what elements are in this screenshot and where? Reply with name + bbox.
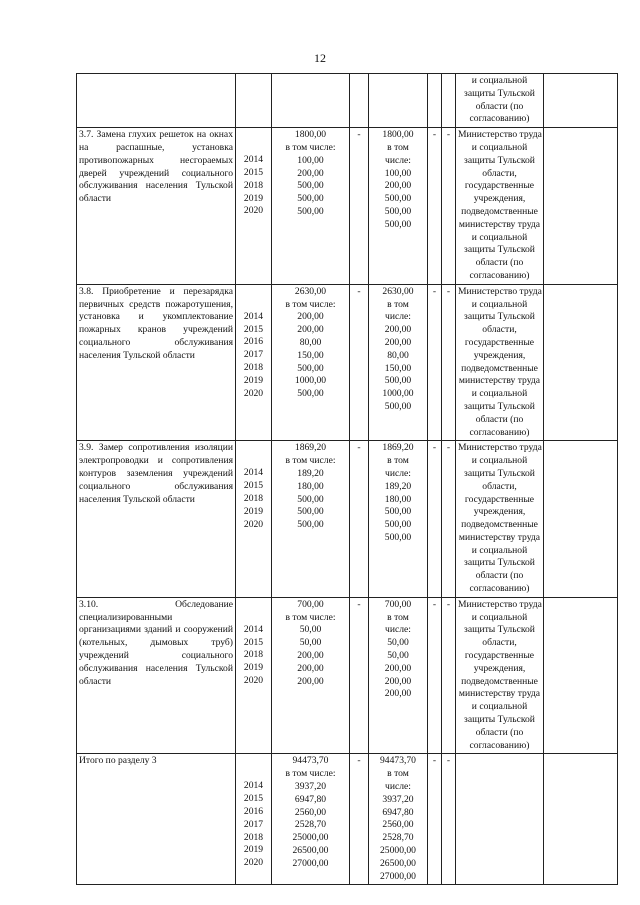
regional-value: 100,00: [384, 167, 412, 179]
cell-fed: [350, 754, 369, 885]
regional-value: 2528,70: [382, 832, 414, 844]
total-value: 150,00: [297, 349, 324, 361]
regional-value: 500,00: [384, 519, 412, 531]
regional-value: 2630,00: [382, 285, 414, 297]
cell-responsible: [456, 74, 544, 128]
responsible-line: учреждения,: [473, 193, 526, 205]
total-value: 180,00: [297, 480, 324, 492]
responsible-line: министерству труда: [458, 218, 541, 230]
responsible-line: защиты Тульской: [464, 244, 535, 256]
regional-value: числе:: [385, 154, 411, 166]
year-value: 2014: [243, 780, 264, 792]
regional-value: 1000,00: [382, 388, 414, 400]
years-list: [238, 599, 269, 688]
total-value: в том числе:: [285, 611, 336, 623]
total-value: в том числе:: [285, 455, 336, 467]
total-value: 700,00: [297, 598, 324, 610]
year-value: 2017: [243, 818, 264, 830]
regional-value: 200,00: [384, 688, 412, 700]
regional-value: в том: [387, 298, 409, 310]
table-row-carryover: [77, 74, 618, 128]
cell-years: [236, 128, 272, 285]
regional-value: 189,20: [384, 480, 412, 492]
cell-years: [236, 284, 272, 441]
cell-total: [272, 74, 350, 128]
dash-value: -: [357, 598, 361, 610]
activity-name: 3.8. Приобретение и перезарядка первичных средств пожаротушения, установка и укомплектование пожарных кранов учреждений социального обслуживания населения Тульской области: [79, 285, 233, 361]
responsible-line: защиты Тульской: [464, 624, 535, 636]
cell-responsible: [456, 128, 544, 285]
responsible-line: Министерство труда: [458, 285, 542, 297]
total-value: 200,00: [297, 675, 324, 687]
cell-loc: [428, 441, 442, 598]
cell-fed: [350, 128, 369, 285]
year-value: 2020: [243, 857, 264, 869]
responsible-line: государственные: [464, 493, 535, 505]
cell-name: [77, 128, 236, 285]
total-value: 500,00: [297, 205, 324, 217]
year-value: 2018: [243, 831, 264, 843]
regional-value: 26500,00: [380, 857, 416, 869]
year-value: 2015: [243, 793, 264, 805]
year-value: 2018: [243, 179, 264, 191]
cell-name: [77, 74, 236, 128]
total-value: 27000,00: [292, 857, 329, 869]
year-value: 2020: [243, 205, 264, 217]
cell-fed: [350, 284, 369, 441]
responsible-line: учреждения,: [473, 349, 526, 361]
responsible-line: и социальной: [471, 544, 528, 556]
year-value: 2019: [243, 505, 264, 517]
cell-extra: [544, 74, 618, 128]
dash-value: -: [357, 442, 361, 454]
cell-other: [442, 74, 456, 128]
cell-name: [77, 284, 236, 441]
cell-other: [442, 284, 456, 441]
year-value: 2019: [243, 662, 264, 674]
regional-value: 80,00: [387, 349, 409, 361]
total-value: 500,00: [297, 506, 324, 518]
regional-value: 25000,00: [380, 845, 416, 857]
responsible-line: области (по: [475, 257, 524, 269]
responsible-line: и социальной: [471, 388, 528, 400]
total-value: 200,00: [297, 324, 324, 336]
total-value: 200,00: [297, 167, 324, 179]
cell-years: [236, 597, 272, 754]
cell-years: [236, 441, 272, 598]
regional-value: 1800,00: [382, 129, 414, 141]
activity-name: Итого по разделу 3: [79, 755, 157, 767]
year-value: 2014: [243, 467, 264, 479]
total-value: 1000,00: [294, 375, 327, 387]
total-value: в том числе:: [285, 768, 336, 780]
cell-responsible: [456, 441, 544, 598]
year-value: 2018: [243, 361, 264, 373]
responsible-line: согласованию): [469, 269, 530, 281]
responsible-line: области,: [482, 324, 517, 336]
years-list: [238, 286, 269, 401]
regional-value: 200,00: [384, 324, 412, 336]
years-list: [238, 442, 269, 531]
total-value: 200,00: [297, 311, 324, 323]
regional-value: числе:: [385, 311, 411, 323]
cell-total: [272, 754, 350, 885]
regional-value: 700,00: [384, 598, 412, 610]
year-value: 2017: [243, 349, 264, 361]
year-value: 2014: [243, 154, 264, 166]
cell-other: [442, 128, 456, 285]
year-value: 2016: [243, 336, 264, 348]
responsible-line: области,: [482, 637, 517, 649]
cell-extra: [544, 597, 618, 754]
cell-extra: [544, 284, 618, 441]
responsible-line: области (по: [475, 413, 524, 425]
responsible-line: государственные: [464, 650, 535, 662]
dash-value: -: [432, 442, 437, 454]
dash-value: -: [357, 129, 361, 141]
responsible-line: подведомственные: [461, 362, 538, 374]
cell-name: [77, 441, 236, 598]
total-value: 3937,20: [294, 781, 327, 793]
year-value: 2015: [243, 323, 264, 335]
cell-total: [272, 441, 350, 598]
cell-fed: [350, 74, 369, 128]
responsible-line: и социальной: [471, 298, 528, 310]
total-value: 2630,00: [294, 285, 327, 297]
responsible-line: учреждения,: [473, 662, 526, 674]
regional-value: 6947,80: [382, 806, 414, 818]
cell-loc: [428, 597, 442, 754]
year-value: 2020: [243, 387, 264, 399]
total-value: в том числе:: [285, 141, 336, 153]
responsible-line: области (по: [475, 570, 524, 582]
cell-total: [272, 128, 350, 285]
dash-value: -: [446, 285, 451, 297]
cell-reg: [369, 597, 428, 754]
total-value: 2560,00: [294, 806, 327, 818]
regional-value: 150,00: [384, 362, 412, 374]
total-value: 500,00: [297, 493, 324, 505]
regional-value: 500,00: [384, 531, 412, 543]
regional-value: числе:: [385, 467, 411, 479]
years-list: [238, 129, 269, 218]
cell-years: [236, 754, 272, 885]
cell-reg: [369, 284, 428, 441]
regional-value: 1869,20: [382, 442, 414, 454]
regional-value: 50,00: [387, 650, 409, 662]
total-value: в том числе:: [285, 298, 336, 310]
regional-value: в том: [387, 455, 409, 467]
responsible-line: подведомственные: [461, 205, 538, 217]
regional-value: 3937,20: [382, 793, 414, 805]
cell-loc: [428, 74, 442, 128]
responsible-line: и социальной: [471, 75, 528, 86]
cell-years: [236, 74, 272, 128]
responsible-line: и социальной: [471, 611, 528, 623]
total-value: 26500,00: [292, 845, 329, 857]
regional-value: 500,00: [384, 193, 412, 205]
responsible-line: подведомственные: [461, 675, 538, 687]
total-value: 1869,20: [294, 442, 327, 454]
page-number: 12: [314, 51, 326, 65]
responsible-line: государственные: [464, 180, 535, 192]
regional-value: 500,00: [384, 506, 412, 518]
regional-value: 2560,00: [382, 819, 414, 831]
total-value: 80,00: [299, 336, 322, 348]
responsible-line: защиты Тульской: [464, 154, 535, 166]
responsible-line: области (по: [475, 100, 524, 112]
total-value: 94473,70: [292, 755, 329, 767]
responsible-line: государственные: [464, 336, 535, 348]
total-value: 500,00: [297, 362, 324, 374]
year-value: 2020: [243, 675, 264, 687]
dash-value: -: [357, 755, 361, 767]
dash-value: -: [446, 755, 451, 767]
responsible-line: области (по: [475, 726, 524, 738]
cell-responsible: [456, 597, 544, 754]
total-value: 100,00: [297, 154, 324, 166]
program-activities-table: [76, 73, 618, 885]
responsible-line: защиты Тульской: [464, 557, 535, 569]
cell-extra: [544, 441, 618, 598]
dash-value: -: [432, 755, 437, 767]
year-value: 2014: [243, 310, 264, 322]
total-value: 500,00: [297, 519, 324, 531]
cell-responsible: [456, 284, 544, 441]
regional-value: 94473,70: [380, 755, 416, 767]
responsible-line: и социальной: [471, 701, 528, 713]
table-row: [77, 597, 618, 754]
responsible-line: и социальной: [471, 231, 528, 243]
regional-value: в том: [387, 141, 409, 153]
regional-value: 500,00: [384, 400, 412, 412]
dash-value: -: [432, 598, 437, 610]
total-value: 50,00: [299, 624, 322, 636]
regional-value: числе:: [385, 781, 411, 793]
responsible-line: защиты Тульской: [464, 400, 535, 412]
year-value: 2020: [243, 518, 264, 530]
cell-extra: [544, 754, 618, 885]
total-value: 1800,00: [294, 129, 327, 141]
cell-total: [272, 284, 350, 441]
total-value: 2528,70: [294, 819, 327, 831]
responsible-line: согласованию): [469, 113, 530, 125]
responsible-line: подведомственные: [461, 519, 538, 531]
cell-other: [442, 441, 456, 598]
cell-extra: [544, 128, 618, 285]
regional-value: в том: [387, 611, 409, 623]
regional-value: 500,00: [384, 205, 412, 217]
year-value: 2018: [243, 649, 264, 661]
cell-reg: [369, 754, 428, 885]
cell-reg: [369, 74, 428, 128]
responsible-line: согласованию): [469, 583, 530, 595]
responsible-line: защиты Тульской: [464, 311, 535, 323]
regional-value: 200,00: [384, 336, 412, 348]
total-value: 500,00: [297, 180, 324, 192]
responsible-line: и социальной: [471, 141, 528, 153]
year-value: 2019: [243, 844, 264, 856]
responsible-line: министерству труда: [458, 375, 541, 387]
year-value: 2016: [243, 806, 264, 818]
regional-value: 50,00: [387, 637, 409, 649]
activity-name: 3.9. Замер сопротивления изоляции электропроводки и сопротивления контуров заземления учреждений социального обслуживания населения Тульской области: [79, 442, 233, 505]
cell-loc: [428, 754, 442, 885]
responsible-line: министерству труда: [458, 531, 541, 543]
total-value: 50,00: [299, 637, 322, 649]
total-value: 25000,00: [292, 832, 329, 844]
cell-loc: [428, 128, 442, 285]
total-value: 6947,80: [294, 793, 327, 805]
cell-fed: [350, 441, 369, 598]
responsible-line: учреждения,: [473, 506, 526, 518]
responsible-line: согласованию): [469, 426, 530, 438]
responsible-line: согласованию): [469, 739, 530, 751]
regional-value: 200,00: [384, 180, 412, 192]
responsible-line: Министерство труда: [458, 129, 542, 141]
total-value: 500,00: [297, 193, 324, 205]
year-value: 2019: [243, 192, 264, 204]
cell-total: [272, 597, 350, 754]
cell-reg: [369, 441, 428, 598]
responsible-line: защиты Тульской: [464, 87, 535, 99]
regional-value: 27000,00: [380, 870, 416, 882]
regional-value: 200,00: [384, 662, 412, 674]
cell-reg: [369, 128, 428, 285]
regional-value: числе:: [385, 624, 411, 636]
total-value: 200,00: [297, 650, 324, 662]
cell-fed: [350, 597, 369, 754]
activity-name: 3.7. Замена глухих решеток на окнах на распашные, установка противопожарных несгораемых дверей учреждений социального обслуживания населения Тульской области: [79, 129, 233, 205]
total-value: 200,00: [297, 662, 324, 674]
table-row: [77, 754, 618, 885]
regional-value: 500,00: [384, 218, 412, 230]
cell-responsible: [456, 754, 544, 885]
cell-other: [442, 597, 456, 754]
cell-loc: [428, 284, 442, 441]
dash-value: -: [446, 442, 451, 454]
responsible-line: области,: [482, 167, 517, 179]
years-list: [238, 755, 269, 870]
dash-value: -: [432, 129, 437, 141]
year-value: 2015: [243, 636, 264, 648]
responsible-line: защиты Тульской: [464, 714, 535, 726]
total-value: 189,20: [297, 467, 324, 479]
regional-value: 500,00: [384, 375, 412, 387]
year-value: 2018: [243, 492, 264, 504]
responsible-line: и социальной: [471, 455, 528, 467]
regional-value: 200,00: [384, 675, 412, 687]
cell-name: [77, 754, 236, 885]
regional-value: 180,00: [384, 493, 412, 505]
year-value: 2015: [243, 166, 264, 178]
year-value: 2019: [243, 374, 264, 386]
year-value: 2014: [243, 623, 264, 635]
responsible-line: Министерство труда: [458, 442, 542, 454]
table-row: [77, 441, 618, 598]
dash-value: -: [446, 129, 451, 141]
responsible-line: Министерство труда: [458, 598, 542, 610]
responsible-line: области,: [482, 480, 517, 492]
table-row: [77, 128, 618, 285]
responsible-line: защиты Тульской: [464, 467, 535, 479]
dash-value: -: [432, 285, 437, 297]
total-value: 500,00: [297, 388, 324, 400]
responsible-line: министерству труда: [458, 688, 541, 700]
activity-name: 3.10. Обследование специализированными организациями зданий и сооружений (котельных, дымовых труб) учреждений социального обслуживания населения Тульской области: [79, 598, 233, 687]
cell-name: [77, 597, 236, 754]
dash-value: -: [357, 285, 361, 297]
regional-value: в том: [387, 768, 409, 780]
year-value: 2015: [243, 480, 264, 492]
dash-value: -: [446, 598, 451, 610]
table-row: [77, 284, 618, 441]
cell-other: [442, 754, 456, 885]
